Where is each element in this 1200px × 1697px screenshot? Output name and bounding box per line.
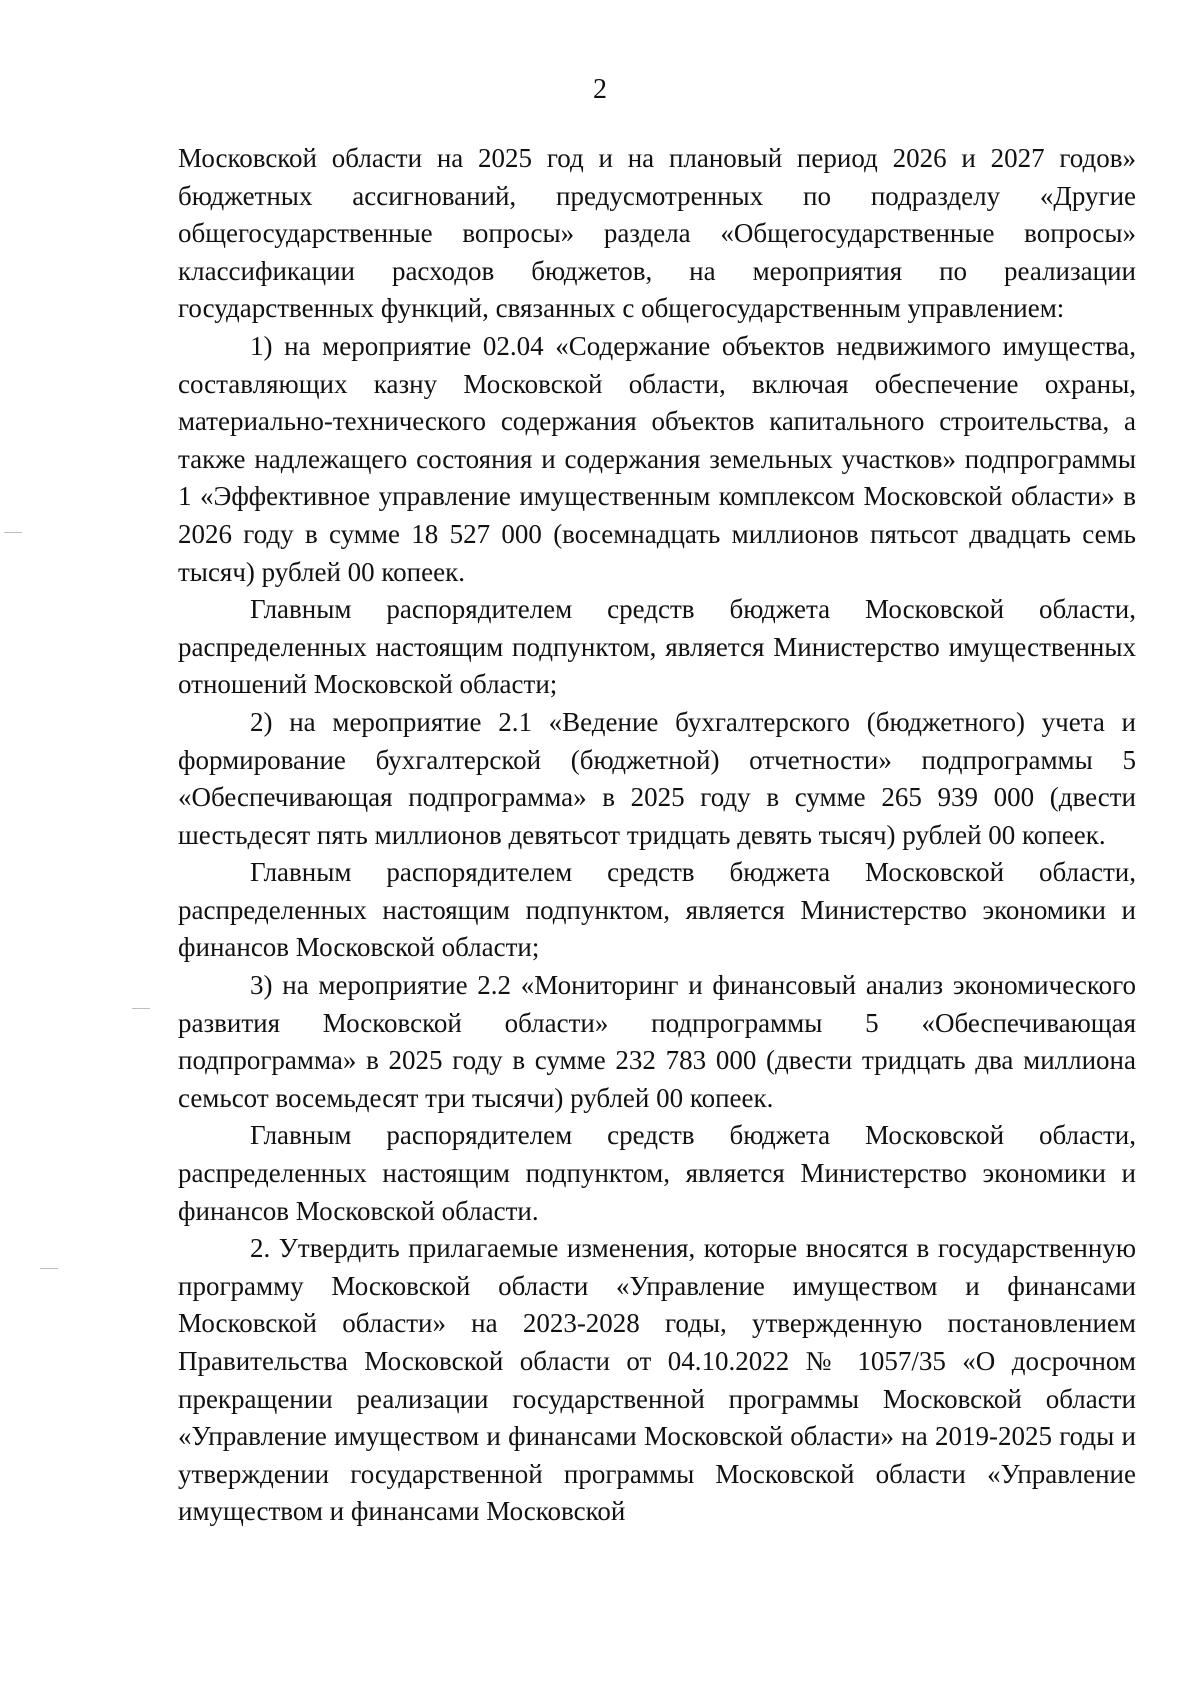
paragraph-section-2: 2. Утвердить прилагаемые изменения, которые вносятся в государственную программу Московской области «Управление имуществом и финансами Московской области» на 2023-2028 годы, утвержденную постановлением Правительства Московской области от 04.10.2022 № 1057/35 «О досрочном прекращении реализации государственной программы Московской области «Управление имуществом и финансами Московской области» на 2019-2025 годы и утверждении государственной программы Московской области «Управление имуществом и финансами Московской bbox=[178, 1233, 1136, 1527]
paragraph-item-3: 3) на мероприятие 2.2 «Мониторинг и финансовый анализ экономического развития Московской области» подпрограммы 5 «Обеспечивающая подпрограмма» в 2025 году в сумме 232 783 000 (двести тридцать два миллиона семьсот восемьдесят три тысячи) рублей 00 копеек. bbox=[178, 970, 1136, 1113]
scan-margin-mark bbox=[40, 1268, 58, 1269]
page-number: 2 bbox=[593, 74, 607, 105]
paragraph-intro-continuation: Московской области на 2025 год и на плановый период 2026 и 2027 годов» бюджетных ассигнований, предусмотренных по подразделу «Другие общегосударственные вопросы» раздела «Общегосударственные вопросы» классификации расходов бюджетов, на мероприятия по реализации государственных функций, связанных с общегосударственным управлением: bbox=[178, 143, 1136, 324]
paragraph-item-1-distributor: Главным распорядителем средств бюджета Московской области, распределенных настоящим подпунктом, является Министерство имущественных отношений Московской области; bbox=[178, 594, 1136, 700]
scan-margin-mark bbox=[4, 532, 22, 533]
scan-margin-mark bbox=[132, 1008, 150, 1009]
paragraph-item-2: 2) на мероприятие 2.1 «Ведение бухгалтерского (бюджетного) учета и формирование бухгалтерской (бюджетной) отчетности» подпрограммы 5 «Обеспечивающая подпрограмма» в 2025 году в сумме 265 939 000 (двести шестьдесят пять миллионов девятьсот тридцать девять тысяч) рублей 00 копеек. bbox=[178, 706, 1136, 850]
paragraph-item-3-distributor: Главным распорядителем средств бюджета Московской области, распределенных настоящим подпунктом, является Министерство экономики и финансов Московской области. bbox=[178, 1120, 1136, 1226]
paragraph-item-2-distributor: Главным распорядителем средств бюджета Московской области, распределенных настоящим подпунктом, является Министерство экономики и финансов Московской области; bbox=[178, 857, 1136, 963]
document-body bbox=[178, 140, 1136, 1531]
paragraph-item-1: 1) на мероприятие 02.04 «Содержание объектов недвижимого имущества, составляющих казну Московской области, включая обеспечение охраны, материально-технического содержания объектов капитального строительства, а также надлежащего состояния и содержания земельных участков» подпрограммы 1 «Эффективное управление имущественным комплексом Московской области» в 2026 году в сумме 18 527 000 (восемнадцать миллионов пятьсот двадцать семь тысяч) рублей 00 копеек. bbox=[178, 330, 1136, 587]
